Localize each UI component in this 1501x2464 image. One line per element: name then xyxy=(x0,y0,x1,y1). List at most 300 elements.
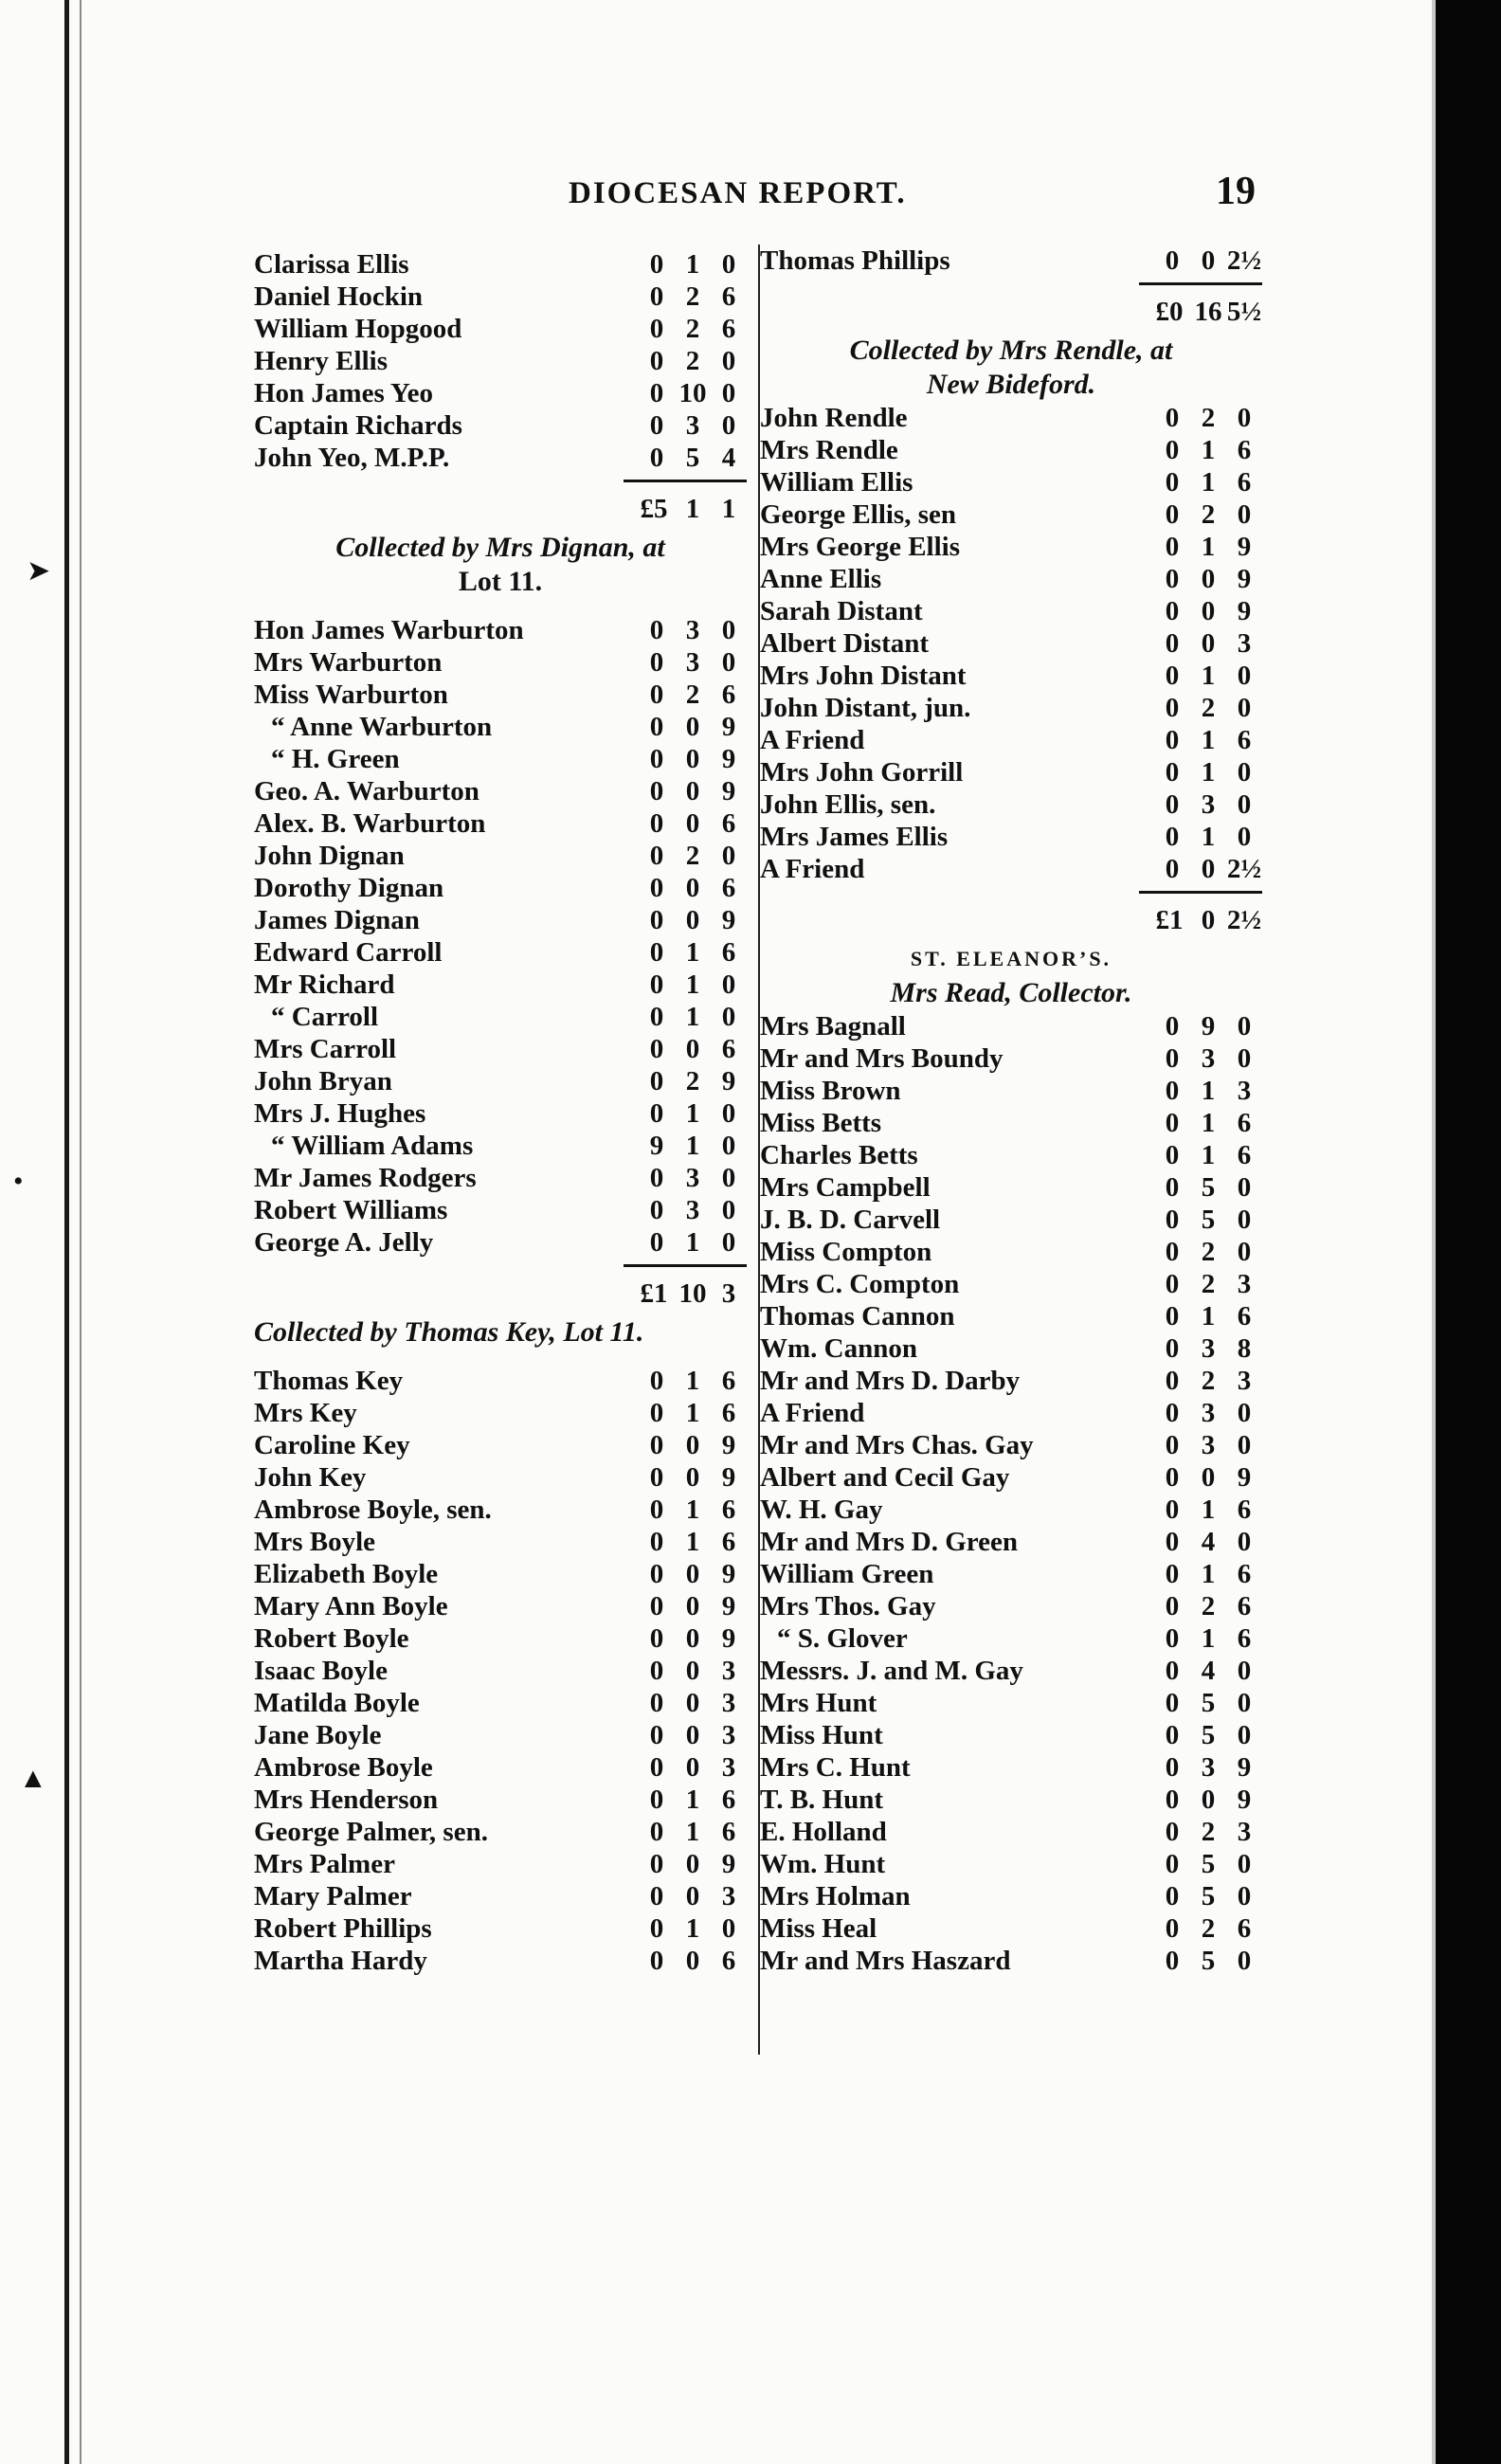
donor-name: Mrs John Gorrill xyxy=(760,757,964,788)
amount-pounds: 0 xyxy=(1165,1785,1180,1815)
amount-shillings: 2 xyxy=(1201,1366,1216,1396)
amount-pounds: 0 xyxy=(649,1527,664,1557)
amount-pence: 9 xyxy=(721,1559,736,1589)
right-list-top xyxy=(760,245,1262,277)
amount-pounds: 0 xyxy=(1165,1656,1180,1686)
list-item xyxy=(254,1397,747,1429)
margin-mark: ➤ xyxy=(27,555,51,587)
amount-pence: 6 xyxy=(721,873,736,903)
amount-shillings: 10 xyxy=(678,378,707,408)
amount-pounds: 0 xyxy=(649,443,664,473)
amount-shillings: 2 xyxy=(685,1066,700,1096)
donor-name: Messrs. J. and M. Gay xyxy=(760,1656,1023,1686)
donor-name: Mrs James Ellis xyxy=(760,822,949,852)
donor-name: Miss Brown xyxy=(760,1076,901,1106)
amount-pence: 6 xyxy=(1237,1623,1252,1654)
amount-pounds: 0 xyxy=(649,905,664,935)
amount-shillings: 5 xyxy=(1201,1849,1216,1879)
amount-pence: 9 xyxy=(721,776,736,806)
amount-shillings: 3 xyxy=(685,647,700,678)
amount-pence: 6 xyxy=(721,1398,736,1428)
amount-pounds: 0 xyxy=(1165,1269,1180,1299)
left-list-mid xyxy=(254,614,747,1259)
running-header: DIOCESAN REPORT. xyxy=(569,176,907,210)
amount-pence: 0 xyxy=(721,615,736,645)
donor-name: Miss Warburton xyxy=(254,679,448,710)
amount-shillings: 2 xyxy=(685,314,700,344)
amount-pence: 0 xyxy=(721,1913,736,1944)
donor-name: Mr and Mrs Chas. Gay xyxy=(760,1430,1034,1460)
list-item xyxy=(760,1268,1262,1300)
section-heading: Collected by Mrs Rendle, at New Bideford. xyxy=(849,335,1173,400)
amount-shillings: 1 xyxy=(685,1817,700,1847)
amount-shillings: 3 xyxy=(1201,1333,1216,1364)
amount-pounds: 0 xyxy=(1165,532,1180,562)
list-item xyxy=(254,1429,747,1461)
donor-name: Mr and Mrs Haszard xyxy=(760,1946,1011,1976)
amount-shillings: 1 xyxy=(1201,822,1216,852)
amount-pence: 6 xyxy=(721,314,736,344)
list-item xyxy=(254,969,747,1001)
amount-pence: 6 xyxy=(1237,467,1252,498)
amount-shillings: 0 xyxy=(685,1752,700,1783)
amount-pence: 0 xyxy=(1237,1656,1252,1686)
donor-name: Caroline Key xyxy=(254,1430,410,1460)
amount-shillings: 2 xyxy=(1201,499,1216,530)
amount-pounds: 0 xyxy=(649,937,664,968)
donor-name: Miss Compton xyxy=(760,1237,932,1267)
list-item xyxy=(760,1042,1262,1075)
list-item xyxy=(254,442,747,474)
list-item xyxy=(254,1130,747,1162)
amount-pence: 8 xyxy=(1237,1333,1252,1364)
amount-pence: 0 xyxy=(1237,1946,1252,1976)
amount-shillings: 0 xyxy=(1201,596,1216,626)
amount-shillings: 3 xyxy=(1201,1043,1216,1074)
amount-shillings: 1 xyxy=(1201,435,1216,465)
donor-name: George Palmer, sen. xyxy=(254,1817,488,1847)
donor-name: Alex. B. Warburton xyxy=(254,808,486,839)
amount-pounds: 0 xyxy=(1165,467,1180,498)
amount-pence: 3 xyxy=(1237,1817,1252,1847)
donor-name: Miss Betts xyxy=(760,1108,882,1138)
list-item xyxy=(760,1622,1262,1655)
amount-pounds: 0 xyxy=(1165,1043,1180,1074)
list-item xyxy=(760,1107,1262,1139)
donor-name: J. B. D. Carvell xyxy=(760,1205,941,1235)
amount-pence: 9 xyxy=(721,1066,736,1096)
list-item xyxy=(760,1494,1262,1526)
amount-pence: 0 xyxy=(1237,789,1252,820)
amount-pounds: 0 xyxy=(649,1227,664,1258)
binding-shadow xyxy=(80,0,81,2464)
amount-pence: 0 xyxy=(1237,661,1252,691)
amount-pence: 0 xyxy=(721,969,736,1000)
list-item xyxy=(760,1558,1262,1590)
sum-rule xyxy=(760,277,1262,290)
donor-name: Ambrose Boyle xyxy=(254,1752,433,1783)
amount-shillings: 0 xyxy=(1201,854,1216,884)
donor-name: Sarah Distant xyxy=(760,596,923,626)
amount-pence: 6 xyxy=(721,1495,736,1525)
amount-shillings: 9 xyxy=(1201,1011,1216,1042)
amount-pounds: 0 xyxy=(649,647,664,678)
amount-pounds: 0 xyxy=(649,1785,664,1815)
donor-name: Robert Phillips xyxy=(254,1913,432,1944)
amount-shillings: 2 xyxy=(1201,1913,1216,1944)
amount-pence: 6 xyxy=(1237,435,1252,465)
list-item xyxy=(760,402,1262,434)
list-item xyxy=(254,1097,747,1130)
amount-pence: 3 xyxy=(1237,628,1252,659)
list-item xyxy=(254,1065,747,1097)
amount-shillings: 0 xyxy=(685,873,700,903)
amount-pounds: 0 xyxy=(1165,1333,1180,1364)
donor-name: Clarissa Ellis xyxy=(254,249,409,280)
list-item xyxy=(254,313,747,345)
amount-pence: 0 xyxy=(721,378,736,408)
donor-name: Mrs Campbell xyxy=(760,1172,931,1203)
amount-pounds: 0 xyxy=(1165,403,1180,433)
sum-rule xyxy=(760,885,1262,898)
section-title: ST. ELEANOR’S. xyxy=(910,947,1112,970)
amount-pounds: 0 xyxy=(1165,757,1180,788)
amount-pounds: 0 xyxy=(649,1849,664,1879)
donor-name: Mrs Hunt xyxy=(760,1688,877,1718)
list-item xyxy=(254,1784,747,1816)
list-item xyxy=(254,1461,747,1494)
list-item xyxy=(760,1236,1262,1268)
amount-pence: 3 xyxy=(721,1881,736,1911)
amount-pounds: 0 xyxy=(649,1913,664,1944)
amount-shillings: 5 xyxy=(1201,1881,1216,1911)
amount-shillings: 0 xyxy=(685,1849,700,1879)
list-item xyxy=(760,853,1262,885)
amount-pence: 6 xyxy=(1237,725,1252,755)
amount-pence: 9 xyxy=(1237,596,1252,626)
amount-pence: 0 xyxy=(721,1227,736,1258)
left-list-bottom xyxy=(254,1365,747,1977)
amount-pounds: 0 xyxy=(649,314,664,344)
donor-name: John Distant, jun. xyxy=(760,693,971,723)
list-item xyxy=(760,1912,1262,1945)
amount-shillings: 3 xyxy=(1201,789,1216,820)
donor-name: Jane Boyle xyxy=(254,1720,382,1750)
amount-pence: 6 xyxy=(1237,1913,1252,1944)
amount-shillings: 1 xyxy=(1201,1301,1216,1332)
amount-pence: 0 xyxy=(1237,1011,1252,1042)
amount-pounds: 0 xyxy=(649,841,664,871)
amount-shillings: 0 xyxy=(1201,628,1216,659)
amount-pence: 6 xyxy=(721,1785,736,1815)
amount-shillings: 1 xyxy=(685,1366,700,1396)
amount-shillings: 1 xyxy=(1201,1559,1216,1589)
amount-pence: 3 xyxy=(721,1752,736,1783)
list-item xyxy=(254,1912,747,1945)
list-item xyxy=(760,1332,1262,1365)
amount-pence: 3 xyxy=(1237,1076,1252,1106)
donor-name: “ S. Glover xyxy=(777,1623,908,1654)
amount-pence: 6 xyxy=(721,937,736,968)
amount-shillings: 1 xyxy=(685,1398,700,1428)
list-item xyxy=(760,1687,1262,1719)
list-item xyxy=(254,1590,747,1622)
amount-shillings: 0 xyxy=(685,1559,700,1589)
donor-name: Anne Ellis xyxy=(760,564,882,594)
amount-shillings: 5 xyxy=(685,443,700,473)
donor-name: Mrs George Ellis xyxy=(760,532,961,562)
donor-name: John Ellis, sen. xyxy=(760,789,936,820)
section-heading: Mrs Read, Collector. xyxy=(890,977,1132,1008)
donor-name: Henry Ellis xyxy=(254,346,388,376)
donor-name: T. B. Hunt xyxy=(760,1785,884,1815)
sum-rule xyxy=(254,1259,747,1272)
amount-shillings: 0 xyxy=(685,808,700,839)
list-item xyxy=(760,821,1262,853)
list-item xyxy=(254,248,747,281)
amount-pounds: 0 xyxy=(1165,499,1180,530)
amount-pence: 9 xyxy=(1237,1462,1252,1493)
donor-name: Wm. Hunt xyxy=(760,1849,886,1879)
amount-pounds: 0 xyxy=(1165,1172,1180,1203)
amount-pence: 0 xyxy=(1237,1688,1252,1718)
donor-name: Mrs C. Compton xyxy=(760,1269,960,1299)
list-item xyxy=(254,1945,747,1977)
list-item xyxy=(254,904,747,936)
amount-shillings: 1 xyxy=(1201,532,1216,562)
amount-pounds: 9 xyxy=(649,1131,664,1161)
amount-shillings: 0 xyxy=(1201,1462,1216,1493)
right-total-2: £1 0 2½ xyxy=(1155,905,1262,935)
amount-pence: 3 xyxy=(1237,1366,1252,1396)
amount-pounds: 0 xyxy=(649,1398,664,1428)
amount-pence: 0 xyxy=(1237,1849,1252,1879)
amount-pounds: 0 xyxy=(1165,245,1180,276)
donor-name: Martha Hardy xyxy=(254,1946,427,1976)
amount-pence: 6 xyxy=(721,281,736,312)
list-item xyxy=(760,1848,1262,1880)
amount-shillings: 5 xyxy=(1201,1946,1216,1976)
left-total-1: £5 1 1 xyxy=(640,494,736,524)
amount-shillings: 0 xyxy=(685,1656,700,1686)
donor-name: Thomas Key xyxy=(254,1366,404,1396)
amount-pounds: 0 xyxy=(649,249,664,280)
right-total-1: £0 16 5½ xyxy=(1155,297,1262,327)
amount-shillings: 3 xyxy=(685,1163,700,1193)
margin-mark: ▲ xyxy=(19,1763,47,1794)
amount-pounds: 0 xyxy=(649,615,664,645)
amount-pence: 9 xyxy=(721,1623,736,1654)
amount-shillings: 3 xyxy=(685,410,700,441)
amount-shillings: 0 xyxy=(1201,1785,1216,1815)
donor-name: Albert and Cecil Gay xyxy=(760,1462,1010,1493)
amount-pence: 0 xyxy=(721,346,736,376)
amount-shillings: 3 xyxy=(1201,1398,1216,1428)
donor-name: “ William Adams xyxy=(271,1131,474,1161)
list-item xyxy=(760,1397,1262,1429)
amount-pence: 0 xyxy=(721,249,736,280)
list-item xyxy=(254,775,747,807)
donor-name: Dorothy Dignan xyxy=(254,873,444,903)
amount-pounds: 0 xyxy=(1165,1398,1180,1428)
donor-name: Edward Carroll xyxy=(254,937,443,968)
amount-shillings: 2 xyxy=(1201,1269,1216,1299)
list-item xyxy=(254,646,747,679)
amount-pence: 9 xyxy=(721,1591,736,1622)
page-number: 19 xyxy=(1216,170,1256,213)
amount-shillings: 0 xyxy=(685,1623,700,1654)
donor-name: A Friend xyxy=(760,1398,865,1428)
amount-pence: 3 xyxy=(721,1688,736,1718)
donor-name: James Dignan xyxy=(254,905,420,935)
right-column xyxy=(758,245,1262,2055)
amount-shillings: 0 xyxy=(685,905,700,935)
amount-pounds: 0 xyxy=(649,1034,664,1064)
donor-name: Mrs Key xyxy=(254,1398,357,1428)
amount-pence: 6 xyxy=(721,1817,736,1847)
donor-name: Mrs Warburton xyxy=(254,647,443,678)
amount-pounds: 0 xyxy=(1165,628,1180,659)
amount-shillings: 0 xyxy=(685,1720,700,1750)
amount-pence: 0 xyxy=(721,841,736,871)
amount-pence: 0 xyxy=(721,1002,736,1032)
list-item xyxy=(254,1033,747,1065)
amount-pounds: 0 xyxy=(1165,1108,1180,1138)
list-item xyxy=(760,1204,1262,1236)
list-item xyxy=(254,1719,747,1751)
donor-name: Isaac Boyle xyxy=(254,1656,388,1686)
amount-pence: 6 xyxy=(1237,1495,1252,1525)
amount-pence: 9 xyxy=(721,1462,736,1493)
amount-pence: 9 xyxy=(1237,532,1252,562)
left-list-top xyxy=(254,248,747,474)
donor-name: Elizabeth Boyle xyxy=(254,1559,439,1589)
donor-name: John Yeo, M.P.P. xyxy=(254,443,450,473)
amount-shillings: 2 xyxy=(1201,693,1216,723)
list-item xyxy=(254,840,747,872)
donor-name: William Hopgood xyxy=(254,314,462,344)
amount-shillings: 2 xyxy=(685,281,700,312)
donor-name: Charles Betts xyxy=(760,1140,918,1170)
amount-pounds: 0 xyxy=(1165,725,1180,755)
list-item xyxy=(760,498,1262,531)
amount-shillings: 3 xyxy=(1201,1752,1216,1783)
margin-mark: • xyxy=(13,1166,24,1197)
amount-pounds: 0 xyxy=(649,410,664,441)
list-item xyxy=(254,1687,747,1719)
amount-pounds: 0 xyxy=(1165,1527,1180,1557)
amount-pounds: 0 xyxy=(1165,1559,1180,1589)
amount-shillings: 2 xyxy=(1201,1591,1216,1622)
amount-pence: 0 xyxy=(1237,1398,1252,1428)
amount-pence: 6 xyxy=(721,1946,736,1976)
donor-name: Hon James Yeo xyxy=(254,378,434,408)
list-item xyxy=(254,345,747,377)
amount-pence: 0 xyxy=(1237,1720,1252,1750)
amount-pounds: 0 xyxy=(1165,1881,1180,1911)
list-item xyxy=(254,679,747,711)
amount-pence: 0 xyxy=(721,1195,736,1225)
amount-pounds: 0 xyxy=(1165,1623,1180,1654)
donor-name: Mary Ann Boyle xyxy=(254,1591,448,1622)
donor-name: John Dignan xyxy=(254,841,405,871)
donor-name: Miss Hunt xyxy=(760,1720,883,1750)
list-item xyxy=(760,1139,1262,1171)
amount-pounds: 0 xyxy=(649,1720,664,1750)
amount-pounds: 0 xyxy=(649,808,664,839)
amount-pounds: 0 xyxy=(1165,1495,1180,1525)
list-item xyxy=(760,563,1262,595)
list-item xyxy=(760,660,1262,692)
amount-pence: 0 xyxy=(1237,1527,1252,1557)
amount-shillings: 1 xyxy=(685,1098,700,1129)
list-item xyxy=(760,1526,1262,1558)
amount-shillings: 5 xyxy=(1201,1205,1216,1235)
donor-name: Robert Boyle xyxy=(254,1623,409,1654)
list-item xyxy=(760,1719,1262,1751)
list-item xyxy=(760,466,1262,498)
amount-pounds: 0 xyxy=(649,1098,664,1129)
amount-shillings: 0 xyxy=(685,1462,700,1493)
donor-name: Mrs J. Hughes xyxy=(254,1098,426,1129)
amount-shillings: 1 xyxy=(1201,1140,1216,1170)
amount-shillings: 5 xyxy=(1201,1172,1216,1203)
amount-pence: 0 xyxy=(721,1163,736,1193)
amount-pounds: 0 xyxy=(1165,1140,1180,1170)
amount-pence: 9 xyxy=(721,712,736,742)
amount-pence: 0 xyxy=(721,1098,736,1129)
amount-pounds: 0 xyxy=(1165,1752,1180,1783)
right-list-bottom xyxy=(760,1010,1262,1977)
amount-pounds: 0 xyxy=(1165,1462,1180,1493)
list-item xyxy=(760,1461,1262,1494)
amount-pence: 0 xyxy=(1237,1237,1252,1267)
amount-pence: 6 xyxy=(721,1527,736,1557)
donor-name: Albert Distant xyxy=(760,628,930,659)
list-item xyxy=(760,1880,1262,1912)
amount-shillings: 1 xyxy=(1201,1108,1216,1138)
donor-name: Miss Heal xyxy=(760,1913,877,1944)
amount-pence: 0 xyxy=(1237,693,1252,723)
donor-name: A Friend xyxy=(760,725,865,755)
donor-name: George A. Jelly xyxy=(254,1227,434,1258)
donor-name: Mrs John Distant xyxy=(760,661,967,691)
list-item xyxy=(254,1494,747,1526)
amount-pounds: 0 xyxy=(649,1656,664,1686)
list-item xyxy=(760,1365,1262,1397)
binding-edge xyxy=(64,0,69,2464)
list-item xyxy=(760,531,1262,563)
donor-name: Mr James Rodgers xyxy=(254,1163,477,1193)
amount-pounds: 0 xyxy=(1165,1688,1180,1718)
amount-shillings: 1 xyxy=(1201,661,1216,691)
list-item xyxy=(760,1429,1262,1461)
donor-name: E. Holland xyxy=(760,1817,887,1847)
amount-shillings: 2 xyxy=(685,346,700,376)
amount-pounds: 0 xyxy=(1165,693,1180,723)
amount-shillings: 1 xyxy=(685,1131,700,1161)
amount-shillings: 1 xyxy=(685,1527,700,1557)
amount-pence: 0 xyxy=(1237,822,1252,852)
donor-name: Mr Richard xyxy=(254,969,395,1000)
list-item xyxy=(760,1655,1262,1687)
amount-shillings: 1 xyxy=(685,937,700,968)
amount-pence: 6 xyxy=(1237,1591,1252,1622)
amount-shillings: 0 xyxy=(685,1034,700,1064)
amount-shillings: 1 xyxy=(1201,1623,1216,1654)
list-item xyxy=(254,281,747,313)
list-item xyxy=(254,807,747,840)
